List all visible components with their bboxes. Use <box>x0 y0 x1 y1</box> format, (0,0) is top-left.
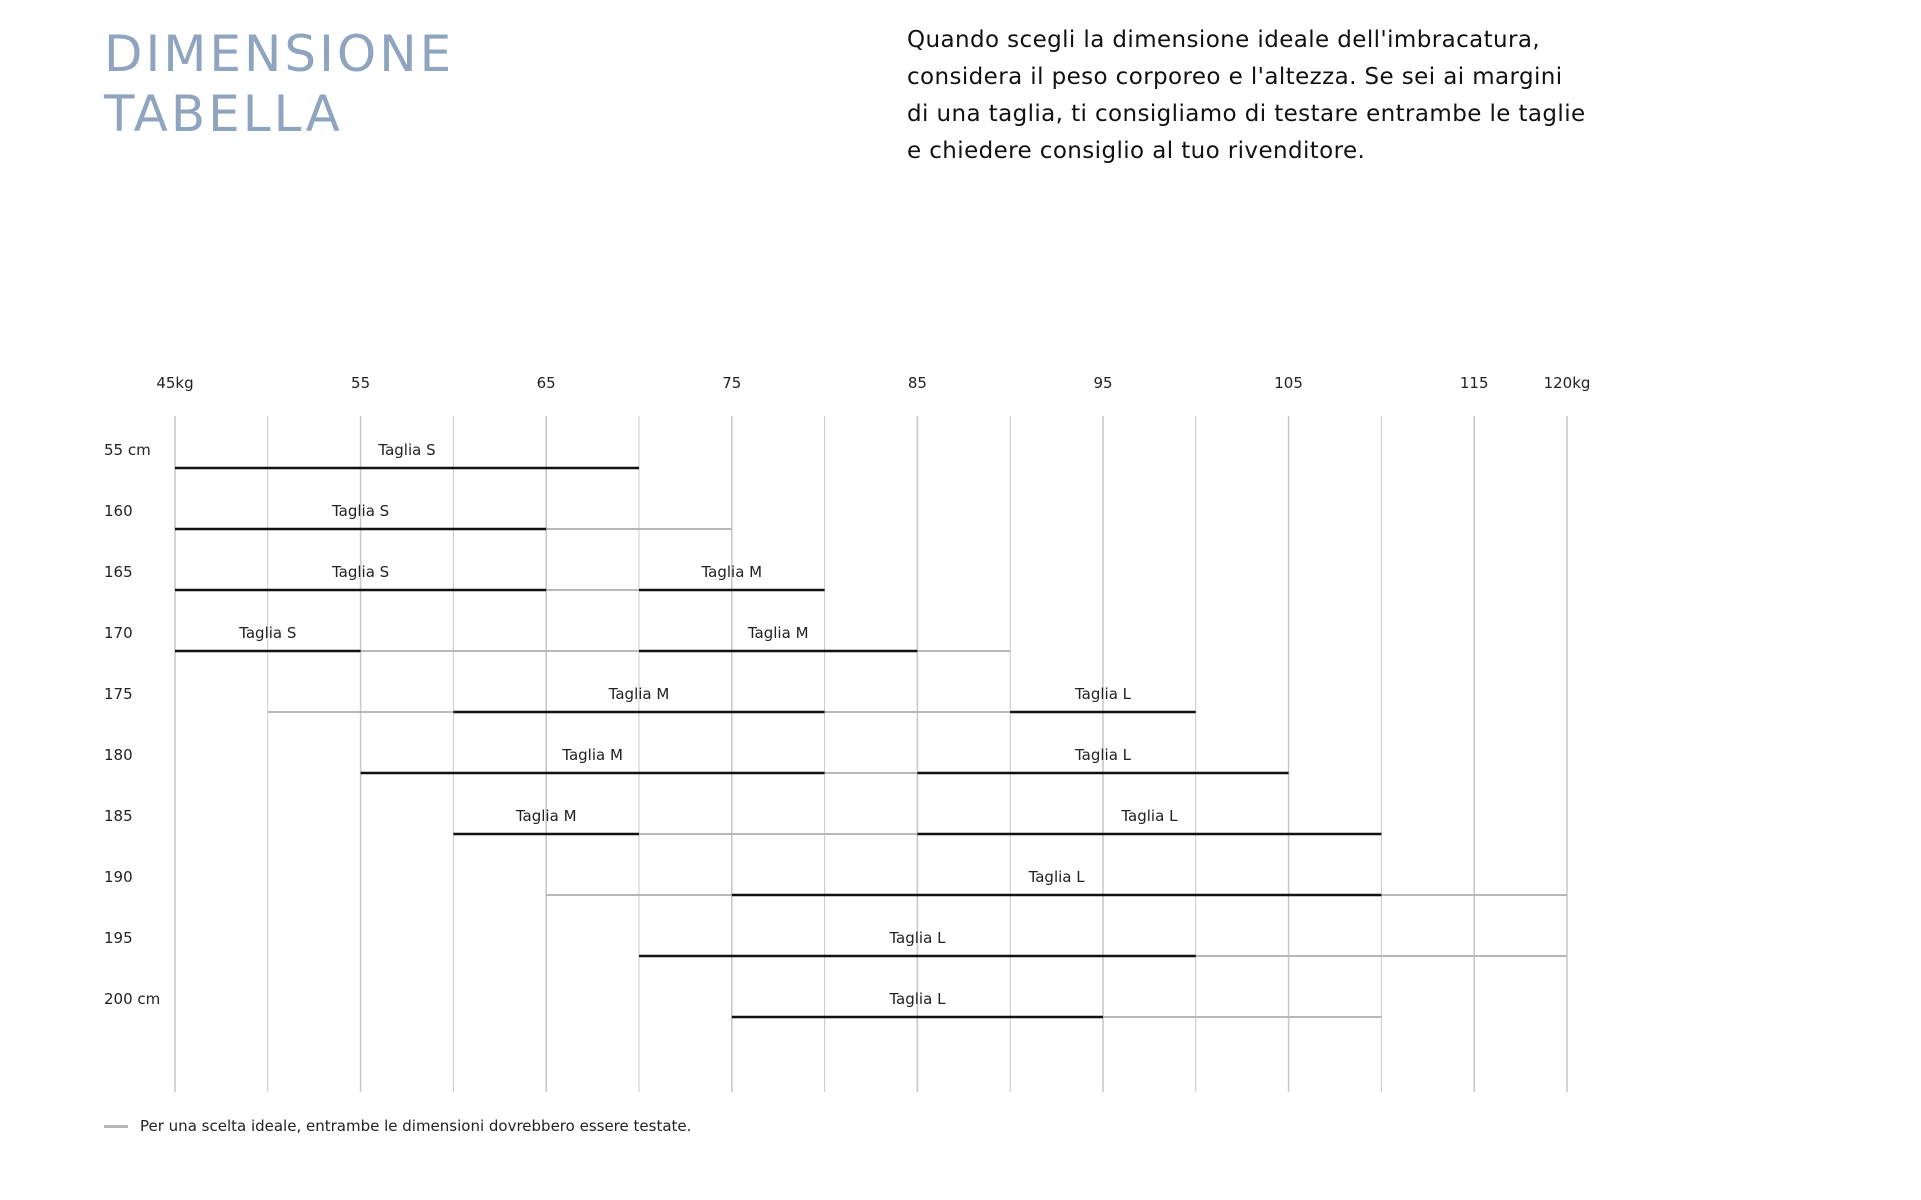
x-tick-label-85: 85 <box>907 374 927 392</box>
size-label-5-1: Taglia L <box>1074 746 1132 764</box>
size-label-5-0: Taglia M <box>562 746 623 764</box>
legend-swatch-test-both <box>104 1125 128 1128</box>
size-label-7-0: Taglia L <box>1028 868 1085 886</box>
x-tick-label-95: 95 <box>1093 374 1113 392</box>
row-label-4: 175 <box>104 685 133 703</box>
row-label-0: 55 cm <box>104 441 151 459</box>
size-label-2-0: Taglia S <box>331 563 390 581</box>
x-tick-label-120: 120kg <box>1543 374 1591 392</box>
row-label-5: 180 <box>104 746 133 764</box>
row-label-3: 170 <box>104 624 133 642</box>
intro-paragraph: Quando scegli la dimensione ideale dell'imbracatura, considera il peso corporeo e l'altezza. Se sei ai margini di una taglia, ti consigliamo di testare entrambe le taglie e chiedere consiglio al tuo rivenditore. <box>907 27 1586 164</box>
legend-text: Per una scelta ideale, entrambe le dimensioni dovrebbero essere testate. <box>140 1117 692 1135</box>
size-label-3-1: Taglia M <box>747 624 809 642</box>
x-tick-label-75: 75 <box>722 374 742 392</box>
x-tick-label-105: 105 <box>1274 374 1303 392</box>
row-label-2: 165 <box>104 563 133 581</box>
row-label-1: 160 <box>104 502 133 520</box>
size-label-9-0: Taglia L <box>889 990 946 1008</box>
size-label-6-0: Taglia M <box>515 807 577 825</box>
x-tick-label-55: 55 <box>351 374 371 392</box>
x-tick-label-45: 45kg <box>156 374 194 392</box>
row-label-7: 190 <box>104 868 133 886</box>
row-label-6: 185 <box>104 807 133 825</box>
x-tick-label-115: 115 <box>1459 374 1489 392</box>
row-label-8: 195 <box>104 929 133 947</box>
x-tick-label-65: 65 <box>536 374 556 392</box>
size-label-1-0: Taglia S <box>331 502 390 520</box>
title-line-2: TABELLA <box>104 85 343 143</box>
row-label-9: 200 cm <box>104 990 161 1008</box>
size-label-6-1: Taglia L <box>1121 807 1178 825</box>
title-line-1: DIMENSIONE <box>104 25 455 83</box>
size-label-3-0: Taglia S <box>239 624 297 642</box>
size-label-4-0: Taglia M <box>608 685 670 703</box>
size-label-8-0: Taglia L <box>889 929 946 947</box>
legend <box>104 1117 691 1135</box>
size-label-2-1: Taglia M <box>701 563 763 581</box>
size-label-0-0: Taglia S <box>378 441 436 459</box>
size-label-4-1: Taglia L <box>1074 685 1132 703</box>
